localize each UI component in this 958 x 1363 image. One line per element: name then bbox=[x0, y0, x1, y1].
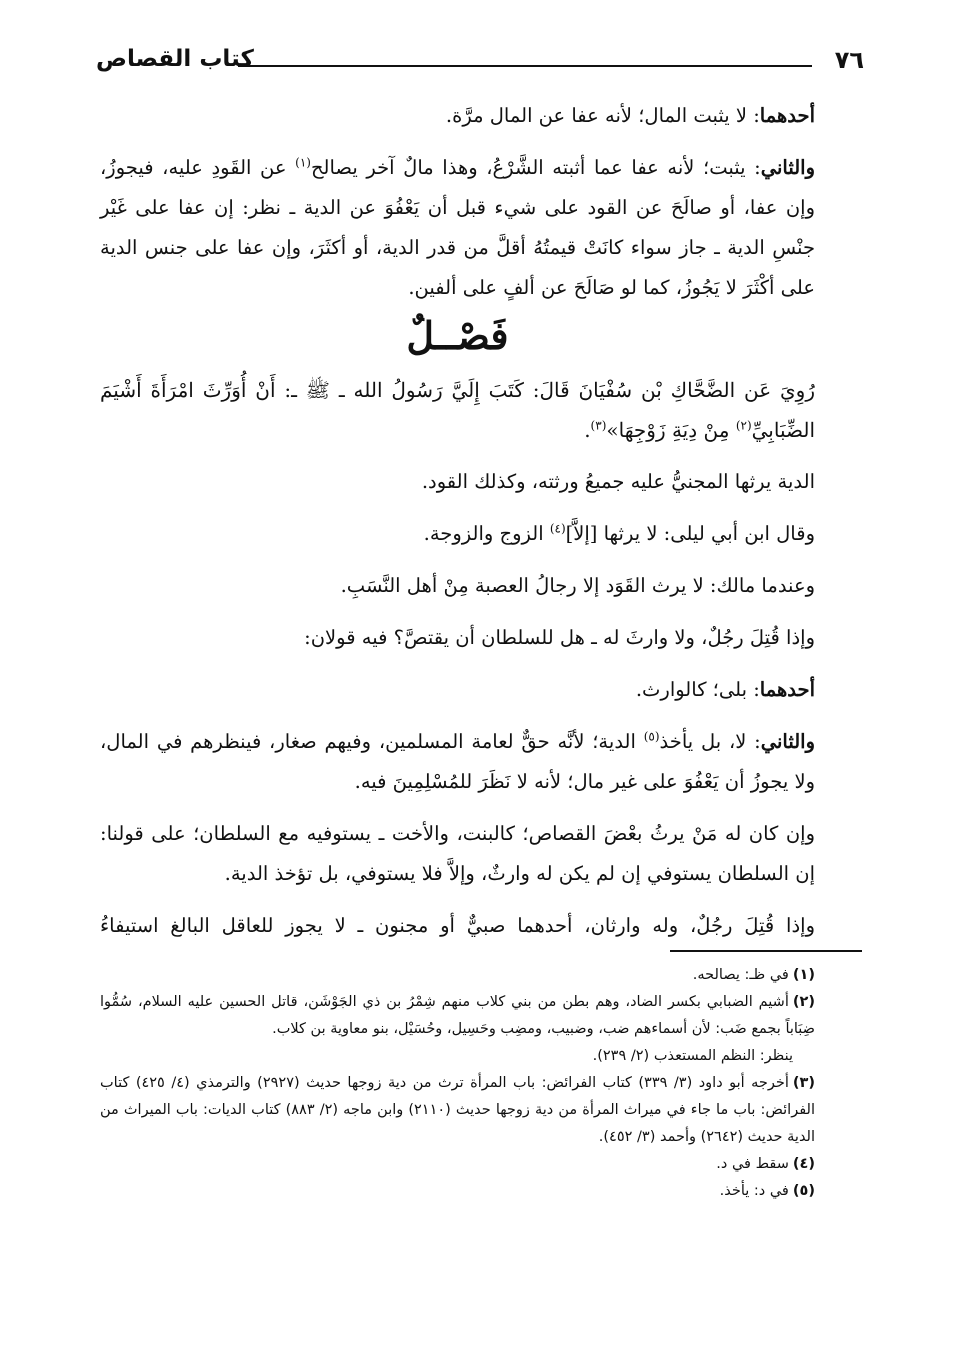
paragraph-4 bbox=[100, 514, 815, 554]
footnote-1 bbox=[100, 962, 815, 989]
hadith-text-b: مِنْ دِيَةِ زَوْجِهَا» bbox=[606, 418, 736, 442]
paragraph-text: عن القَودِ عليه، فيجوزُ، وإن عفا، أو صالَحَ عن القود على شيء قبل أن يَعْفُوَ عن الدية ـ نظر: إن عفا على غَيْر جنْسِ الدية ـ جاز سواء كانَتْ قيمتُهُ أقلَّ من قدر الدية، أو أكثَرَ، وإن عفا على جنس الدية على أكْثَرَ لا يَجُوزُ، كما لو صَالَحَ عن ألفٍ على ألفين. bbox=[100, 156, 815, 299]
footnote-ref-5[interactable]: (٥) bbox=[643, 729, 660, 744]
paragraph-lead: أحدهما bbox=[759, 678, 815, 701]
paragraph-9: وإن كان له مَنْ يرثُ بعْضَ القصاص؛ كالبنت، والأخت ـ يستوفيه مع السلطان؛ على قولنا: إن السلطان يستوفي إن لم يكن له وارثٌ، وإلاَّ فلا يستوفي، بل تؤخذ الدية. bbox=[100, 822, 815, 885]
hadith-text bbox=[100, 370, 815, 450]
page-number: ٧٦ bbox=[834, 46, 864, 74]
paragraph-text: الدية؛ لأنَّه حقٌّ لعامة المسلمين، وفيهم صغار، فينظرهم في المال، ولا يجوزُ أن يَعْفُوَ على غير مال؛ لأنه لا نَظَرَ للمُسْلِمِينَ فيه. bbox=[100, 730, 815, 793]
footnote-text: سقط في د. bbox=[716, 1156, 789, 1172]
paragraph-8 bbox=[100, 722, 815, 802]
footnote-separator bbox=[670, 950, 862, 952]
footnote-number: (٣) bbox=[792, 1075, 816, 1091]
footnote-ref-3[interactable]: (٣) bbox=[590, 418, 607, 433]
hadith-end: . bbox=[584, 418, 591, 442]
footnote-5 bbox=[100, 1178, 815, 1205]
paragraph-lead: والثاني bbox=[760, 156, 815, 179]
footnote-ref-4[interactable]: (٤) bbox=[549, 521, 566, 536]
footnote-number: (٤) bbox=[792, 1156, 815, 1172]
footnote-2 bbox=[100, 989, 815, 1043]
paragraph-text: الزوج والزوجة. bbox=[423, 522, 550, 545]
footnote-number: (١) bbox=[792, 967, 815, 983]
paragraph-10: وإذا قُتِلَ رجُلٌ، وله وارثان، أحدهما صبيٌّ أو مجنون ـ لا يجوز للعاقل البالغ استيفاءُ bbox=[100, 914, 815, 937]
footnote-4 bbox=[100, 1151, 815, 1178]
chapter-title: كتاب القصاص bbox=[96, 46, 254, 72]
paragraph-text: : لا، بل يأخذ bbox=[659, 730, 761, 753]
footnote-3 bbox=[100, 1070, 815, 1151]
paragraph-lead: والثاني bbox=[760, 730, 816, 753]
paragraph-7 bbox=[100, 670, 815, 710]
footnote-ref-2[interactable]: (٢) bbox=[735, 418, 752, 433]
header-rule bbox=[238, 65, 812, 67]
footnotes bbox=[100, 962, 815, 1205]
paragraph-lead: أحدهما bbox=[759, 104, 815, 127]
paragraph-text: وقال ابن أبي ليلى: لا يرثها [إلاَّ] bbox=[565, 522, 815, 545]
paragraph-6: وإذا قُتِلَ رجُلٌ، ولا وارثَ له ـ هل للسلطان أن يقتصَّ؟ فيه قولان: bbox=[304, 626, 815, 649]
paragraph-1 bbox=[100, 96, 815, 136]
footnote-number: (٢) bbox=[792, 994, 815, 1010]
section-heading: فَصْــلٌ bbox=[406, 313, 509, 358]
paragraph-3: الدية يرثها المجنيُّ عليه جميعُ ورثته، وكذلك القود. bbox=[421, 470, 815, 493]
hadith-text-a: رُوِيَ عَن الضَّحَّاكِ بْن سُفْيَانَ قَالَ: كَتَبَ إِلَيَّ رَسُولُ الله ـ ﷺ ـ: أَنْ أُوَرِّثَ امْرَأَةَ أَشْيَمَ الضِّبَابِيِّ bbox=[100, 378, 815, 442]
paragraph-5: وعندما مالك: لا يرث القَوَد إلا رجالُ العصبة مِنْ أهل النَّسَبِ. bbox=[340, 574, 815, 597]
footnote-ref-1[interactable]: (١) bbox=[295, 155, 311, 170]
main-text bbox=[100, 96, 815, 946]
paragraph-text: : يثبت؛ لأنه عفا عما أثبته الشَّرْعُ، وهذا مالٌ آخر يصالح bbox=[310, 156, 761, 179]
footnote-number: (٥) bbox=[792, 1183, 815, 1199]
paragraph-text: : لا يثبت المال؛ لأنه عفا عن المال مرَّة. bbox=[445, 104, 760, 127]
footnote-text: أخرجه أبو داود (٣/ ٣٣٩) كتاب الفرائض: باب المرأة ترث من دية زوجها حديث (٢٩٢٧) والترمذي (٤/ ٤٢٥) كتاب الفرائض: باب ما جاء في ميراث المرأة من دية زوجها حديث (٢١١٠) وابن ماجه (٢/ ٨٨٣) كتاب الديات: باب الميراث من الدية حديث (٢٦٤٢) وأحمد (٣/ ٤٥٢). bbox=[100, 1075, 815, 1145]
paragraph-text: : بلى؛ كالوارث. bbox=[635, 678, 760, 701]
running-header bbox=[96, 46, 864, 86]
footnote-text: في ظـ: يصالحه. bbox=[692, 967, 789, 983]
footnote-2-continuation: ينظر: النظم المستعذب (٢/ ٢٣٩). bbox=[592, 1048, 793, 1064]
footnote-text: في د: يأخذ. bbox=[719, 1183, 789, 1199]
footnote-text: أشيم الضبابي بكسر الضاد، وهم بطن من بني كلاب منهم شِمْرُ بن ذي الجَوْشَن، قاتل الحسين عليه السلام، سُمُّوا ضِبَاباً بجمع ضَب: لأن أسماءهم ضب، وضبيب، ومضِب وحَسِيل، وحُسَيْل، بنو معاوية بن كلاب. bbox=[100, 994, 815, 1037]
paragraph-2 bbox=[100, 148, 815, 308]
